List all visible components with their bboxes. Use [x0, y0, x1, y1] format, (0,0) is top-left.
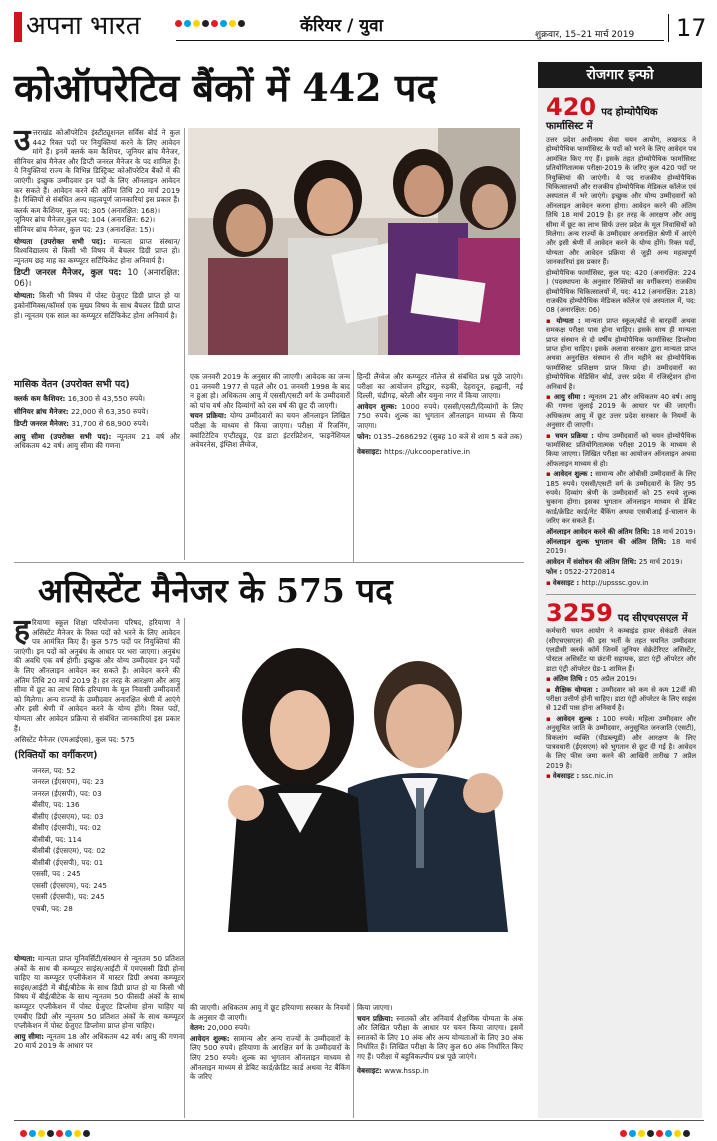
color-dots-top — [175, 12, 247, 31]
dgm-elig-label: योग्यता: — [14, 291, 36, 301]
salary-value-2: 31,700 से 68,900 रुपये। — [71, 419, 149, 429]
color-dot — [229, 20, 236, 27]
block1-item-label-4: ऑनलाइन आवेदन करने की अंतिम तिथि: — [546, 527, 650, 536]
block2-intro: कर्मचारी चयन आयोग ने कम्बाइंड हायर सेकंडरी लेवल (सीएचएसएल) की इस भर्ती के तहत चयनित उम्मीदवार एलडीसी क्लर्क कॉर्मे जिनमें जूनियर सेक्रेटेरिएट असिस्टेंट, पोस्टल असिस्टेंट या छंटनी सहायक, डाटा एंट्री ऑपरेटर और डाटा एंट्री ऑपरेटर ग्रेड-1 शामिल हैं। — [546, 627, 696, 673]
vacancy-item: बीसीए, पद: 136 — [32, 800, 80, 810]
col-rule-b2 — [353, 1003, 354, 1118]
block2-number: 3259 — [546, 599, 613, 628]
article1-col3 — [357, 372, 523, 458]
page-number: 17 — [676, 14, 707, 42]
issue-date: शुक्रवार, 15–21 मार्च 2019 — [535, 30, 635, 40]
article1-col3-text: हिन्दी लैंग्वेज और कम्प्यूटर नॉलेज से संबंधित प्रश्न पूछे जाएंगे। परीक्षा का आयोजन हरिद्वार, रुड़की, देहरादून, हल्द्वानी, नई दिल्ली, चंडीगढ़, बरेली और यमुना नगर में किया जाएगा। — [357, 372, 523, 401]
block1-item-label-3: आवेदन शुल्क : — [553, 470, 593, 479]
dgm-elig-text: किसी भी विषय में पोस्ट ग्रेजुएट डिग्री प्राप्त हो या इकोनॉमिक्स/कॉमर्स एक मुख्य विषय के साथ बैचलर डिग्री प्राप्त हो। न्यूनतम एक साल का कम्प्यूटर सर्टिफिकेट होना अनिवार्य है। — [14, 291, 180, 320]
block1-item-label-2: चयन प्रक्रिया : — [555, 431, 594, 440]
color-dot — [656, 1130, 663, 1137]
article2-col2 — [190, 1003, 350, 1083]
masthead-rule — [176, 40, 664, 41]
block1-item-label-0: योग्यता : — [556, 316, 581, 325]
block2-item-label-0: अंतिम तिथि : — [552, 675, 588, 684]
article2-col2-text: की जाएगी। अधिकतम आयु में छूट हरियाणा सरकार के नियमों के अनुसार दी जाएगी। — [190, 1003, 350, 1022]
phone-text: 0135–2686292 (सुबह 10 बजे से शाम 5 बजे तक) — [373, 431, 523, 441]
selection-text-2: स्नातकों और अनिवार्य शैक्षणिक योग्यता के अंक और लिखित परीक्षा के आधार पर चयन किया जाएगा। इसमें स्नातकों के लिए 10 अंक और अन्य योग्यताओं के लिए 30 अंक निर्धारित हैं। लिखित परीक्षा के लिए कुल 60 अंक निर्धारित किए गए हैं। परीक्षा में बहुविकल्पीय प्रश्न पूछे जाएंगे। — [357, 1013, 523, 1061]
color-dot — [65, 1130, 72, 1137]
photo-business-people — [188, 618, 520, 932]
color-dot — [38, 1130, 45, 1137]
block1-item-text-0: मान्यता प्राप्त स्कूल/बोर्ड से बारहवीं अथवा समकक्ष परीक्षा पास होना चाहिए। इसके साथ ही मान्यता प्राप्त संस्थान से दो वर्षीय होम्योपैथिक फार्मासिस्ट डिप्लोमा प्राप्त होना चाहिए। इसके अलावा सरकार द्वारा मान्यता प्राप्त अथवा अनुरक्षित संस्थान से तीन महीने का होम्योपैथिक फार्मासिस्ट प्रशिक्षण प्राप्त किया हो। उम्मीदवारों का होम्योपैथिक मेडिसिन बोर्ड, उत्तर प्रदेश में रजिस्ट्रेशन होना अनिवार्य है। — [546, 316, 696, 391]
selection-text: योग्य उम्मीदवारों का चयन ऑनलाइन लिखित परीक्षा के माध्यम से किया जाएगा। परीक्षा में रिजनिंग, क्वांटिटेटिव एप्टीट्यूड, एंड डाटा इंटरप्रिटेशन, फाइनेंशियल अवेयरनेस, इंग्लिश लैंग्वेज, — [190, 411, 350, 450]
color-dot — [620, 1130, 627, 1137]
color-dot — [629, 1130, 636, 1137]
sidebar-header: रोजगार इन्फो — [538, 62, 702, 88]
color-dot — [238, 20, 245, 27]
age-text: न्यूनतम 21 वर्ष और अधिकतम 42 वर्ष। आयु सीमा की गणना — [14, 431, 180, 451]
drop-cap: उ — [14, 123, 31, 158]
vacancy-item: एचबी, पद: 28 — [32, 903, 73, 913]
block1-item-text-3: सामान्य और ओबीसी उम्मीदवारों के लिए 185 रुपये। एससी/एसटी वर्ग के उम्मीदवारों के लिए 95 रुपये। दिव्यांग श्रेणी के उम्मीदवारों को 25 रुपये शुल्क चुकाना होगा। इसका भुगतान ऑनलाइन माध्यम से डेबिट कार्ड/क्रेडिट कार्ड/नेट बैंकिंग अथवा एसबीआई ई-चालान के जरिए कर सकते हैं। — [546, 470, 696, 526]
vacancy-item: बीसीबी (ईएसएम), पद: 02 — [32, 846, 106, 856]
article2-col3 — [357, 1003, 523, 1076]
fee-text: 1000 रुपये। एससी/एसटी/दिव्यांगों के लिए 750 रुपये। शुल्क का भुगतान ऑनलाइन माध्यम से किया जाएगा। — [357, 401, 523, 430]
masthead — [0, 0, 717, 44]
fee-label: आवेदन शुल्क: — [357, 401, 398, 411]
eligibility-text: मान्यता प्राप्त संस्थान/विश्वविद्यालय से किसी भी विषय में बैचलर डिग्री प्राप्त हो। न्यूनतम छह माह का कम्प्यूटर सर्टिफिकेट होना अनिवार्य है। — [14, 236, 180, 265]
color-dot — [647, 1130, 654, 1137]
article1-intro: त्तराखंड कोऑपरेटिव इंस्टीट्यूशनल सर्विस बोर्ड ने कुल 442 रिक्त पदों पर नियुक्तियां करने के लिए आवेदन मांगे हैं। इनमें क्लर्क कम कैशियर, जूनियर ब्रांच मैनेजर, सीनियर ब्रांच मैनेजर और डिप्टी जनरल मैनेजर के पद शामिल हैं। ये नियुक्तियां राज्य के विभिन्न डिस्ट्रिक्ट कोऑपरेटिव बैंकों में की जाएंगी। इच्छुक उम्मीदवार इन पदों के लिए ऑनलाइन आवेदन कर सकते हैं। आवेदन करने की अंतिम तिथि 20 मार्च 2019 है। रिक्तियों से संबंधित अन्य महत्वपूर्ण जानकारियां इस प्रकार हैं। — [14, 128, 180, 205]
block2-item-label-2: आवेदन शुल्क : — [556, 714, 599, 723]
block1-item-label-1: आयु सीमा : — [553, 392, 586, 401]
fee-label-2: आवेदन शुल्क: — [190, 1033, 230, 1043]
color-dot — [74, 1130, 81, 1137]
color-dot — [674, 1130, 681, 1137]
block1-item-text-6: 25 मार्च 2019। — [638, 557, 683, 566]
col-rule-a2 — [353, 370, 354, 562]
color-dot — [47, 1130, 54, 1137]
post-line: असिस्टेंट मैनेजर (एमआईएस), कुल पद: 575 — [14, 735, 135, 745]
block2-item-text-0: 05 अप्रैल 2019। — [589, 675, 637, 684]
color-dot — [193, 20, 200, 27]
color-dot — [665, 1130, 672, 1137]
article2-col3-text: किया जाएगा। — [357, 1003, 393, 1012]
headline-cooperative-banks: कोऑपरेटिव बैंकों में 442 पद — [14, 65, 437, 110]
masthead-red-bar — [14, 12, 22, 42]
vacancy-item: जनरल (ईएसएम), पद: 23 — [32, 777, 104, 787]
phone-label: फोन: — [357, 431, 372, 441]
block2-item-label-1: शैक्षिक योग्यता : — [554, 685, 599, 694]
headline-assistant-manager: असिस्टेंट मैनेजर के 575 पद — [38, 571, 393, 610]
article2-col1 — [14, 613, 180, 914]
selection-label-2: चयन प्रक्रिया: — [357, 1013, 394, 1023]
fee-text-2: सामान्य और अन्य राज्यों के उम्मीदवारों के लिए 500 रुपये। हरियाणा के आरक्षित वर्ग के उम्मीदवारों के लिए 250 रुपये। शुल्क का भुगतान ऑनलाइन माध्यम से ऑनलाइन माध्यम से डेबिट कार्ड/क्रेडिट कार्ड अथवा नेट बैंकिंग के जरिए — [190, 1033, 350, 1082]
vacancy-item: बीसीबी (ईएसपी), पद: 01 — [32, 857, 104, 867]
block2-item-text-1: उम्मीदवार को कम से कम 12वीं की परीक्षा उत्तीर्ण होनी चाहिए। डाटा एंट्री ऑपरेटर के लिए साइंस से 12वीं पास होना अनिवार्य है। — [546, 685, 696, 713]
salary-heading: मासिक वेतन (उपरोक्त सभी पद) — [14, 379, 130, 390]
block1-item-label-8: वेबसाइट : — [552, 578, 580, 587]
vacancy-item: जनरल (ईएसपी), पद: 03 — [32, 788, 102, 798]
elig-text: मान्यता प्राप्त यूनिवर्सिटी/संस्थान से न्यूनतम 50 प्रतिशत अंकों के साथ बी कम्प्यूटर साइंस/आईटी में एमएससी डिग्री होना चाहिए या कम्प्यूटर एप्लीकेशन में मास्टर डिग्री अथवा कम्प्यूटर साइंस/आईटी में बीई/बीटेक के साथ डिग्री प्राप्त हो या किसी भी विषय में बीई/बीटेक के साथ न्यूनतम 50 फीसदी अंकों के साथ कम्प्यूटर एप्लीकेशन में पोस्ट ग्रेजुएट डिप्लोमा होना चाहिए या एमबीए डिग्री और न्यूनतम 50 प्रतिशत अंकों के साथ कम्प्यूटर एप्लीकेशन में पोस्ट ग्रेजुएट डिप्लोमा प्राप्त होना चाहिए। — [14, 954, 184, 1031]
paper-name: अपना भारत — [26, 11, 141, 41]
color-dot — [20, 1130, 27, 1137]
photo-students — [188, 128, 520, 355]
block2-item-text-2: 100 रुपये। महिला उम्मीदवार और अनुसूचित जाति के उम्मीदवार, अनुसूचित जनजाति (एसटी), विकलांग व्यक्ति (पीडब्ल्यूडी) और आरक्षण के लिए पात्रवधारी (ईएसएम) को भुगतान से छूट दी गई है। आवेदन के लिए फीस जमा करने की आखिरी तारीख 7 अप्रैल 2019 है। — [546, 714, 696, 770]
color-dots-bottom-right — [620, 1122, 692, 1141]
vacancy-item: बीसीबी, पद: 114 — [32, 834, 82, 844]
post-line-2: सीनियर ब्रांच मैनेजर, कुल पद: 23 (अनारक्षित: 15)। — [14, 224, 155, 234]
footer-rule — [14, 1120, 704, 1121]
block1-item-text-7: 0522-2720814 — [564, 568, 615, 577]
age-label-2: आयु सीमा: — [14, 1031, 44, 1041]
vacancy-item: एससी (ईएसएम), पद: 245 — [32, 880, 107, 890]
vacancy-item: एससी, पद : 245 — [32, 869, 81, 879]
color-dot — [683, 1130, 690, 1137]
page-number-divider — [668, 14, 669, 42]
students-illustration — [188, 128, 520, 355]
age-text-2: न्यूनतम 18 और अधिकतम 42 वर्ष। आयु की गणना 20 मार्च 2019 के आधार पर — [14, 1031, 184, 1051]
color-dot — [83, 1130, 90, 1137]
vacancy-item: बीसीए (ईएसपी), पद: 02 — [32, 823, 102, 833]
drop-cap-2: ह — [14, 613, 30, 648]
block1-item-label-5: ऑनलाइन शुल्क भुगतान की अंतिम तिथि: — [546, 538, 667, 547]
color-dots-bottom-left — [20, 1122, 92, 1141]
block1-title-a: पद होम्योपैथिक — [601, 107, 658, 118]
col-rule-a1 — [184, 128, 185, 560]
vacancy-item: एससी (ईएसपी), पद: 245 — [32, 892, 105, 902]
article2-intro: रियाणा स्कूल शिक्षा परियोजना परिषद, हरियाणा ने असिस्टेंट मैनेजर के रिक्त पदों को भरने के लिए आवेदन पत्र आमंत्रित किए हैं। कुल 575 पदों पर नियुक्तियां की जाएंगी। इन पदों को अनुबंध के आधार पर भरा जाएगा। अनुबंध की अवधि एक वर्ष होगी। इच्छुक और योग्य उम्मीदवार इन पदों के लिए ऑनलाइन आवेदन कर सकते हैं। आवेदन करने की अंतिम तिथि 20 मार्च 2019 है। हर तरह के आरक्षण और आयु सीमा में छूट का लाभ सिर्फ हरियाणा के मूल निवासी उम्मीदवारों को मिलेगा। अन्य राज्यों के उम्मीदवार अनारक्षित श्रेणी में आएंगे और इसी श्रेणी में आवेदन करने के योग्य होंगे। रिक्त पदों, योग्यता और आवेदन प्रक्रिया से संबंधित जानकारियां इस प्रकार हैं। — [14, 618, 180, 733]
salary-label-2: वेतन: — [190, 1023, 205, 1033]
website-label-2: वेबसाइट: — [357, 1065, 382, 1075]
salary-label-0: क्लर्क कम कैशियर: — [14, 394, 66, 403]
block1-title-b: फार्मासिस्ट में — [546, 121, 593, 132]
website-label: वेबसाइट: — [357, 447, 382, 457]
salary-value-0: 16,300 से 43,550 रुपये। — [67, 394, 145, 403]
color-dot — [202, 20, 209, 27]
color-dot — [220, 20, 227, 27]
business-people-illustration — [188, 618, 520, 932]
col-rule-b1 — [184, 618, 185, 1118]
block1-intro: उत्तर प्रदेश अधीनस्थ सेवा चयन आयोग, लखनऊ ने होम्योपैथिक फार्मासिस्ट के पदों को भरने के लिए आवेदन पत्र आमंत्रित किए गए हैं। इसके तहत होम्योपैथिक फार्मासिस्ट प्रतियोगितात्मक परीक्षा-2019 के जरिए कुल 420 पदों पर नियुक्तियां की जाएंगी। ये पद राजकीय होम्योपैथिक चिकित्सालयों और राजकीय होम्योपैथिक मेडिकल कॉलेज एवं अस्पताल में भरे जाएंगे। इच्छुक और योग्य उम्मीदवारों को ऑनलाइन आवेदन करना होगा। आवेदन करने की अंतिम तिथि 18 मार्च 2019 है। हर तरह के आरक्षण और आयु सीमा में छूट का लाभ सिर्फ उत्तर प्रदेश के मूल निवासियों को मिलेगा। अन्य राज्यों के उम्मीदवार अनारक्षित श्रेणी में आएंगे और इसी श्रेणी में आवेदन करने के योग्य होंगे। रिक्त पदों, योग्यता और आवेदन प्रक्रिया से जुड़ी अन्य महत्वपूर्ण जानकारियां इस प्रकार हैं। — [546, 136, 696, 267]
article1-col1 — [14, 123, 180, 321]
block1-item-text-4: 18 मार्च 2019। — [651, 527, 696, 536]
block1-item-text-5: 18 मार्च 2019। — [546, 538, 696, 556]
elig-label: योग्यता: — [14, 954, 36, 963]
block1-posts: होम्योपैथिक फार्मासिस्ट, कुल पद: 420 (अनारक्षित: 224 ) (पदस्थापना के अनुसार रिक्तियों का वर्गीकरण) राजकीय होम्योपैथिक चिकित्सालयों में, पद: 412 (अनारक्षित: 218) राजकीय होम्योपैथिक मेडिकल कॉलेज एवं अस्पताल में, पद: 08 (अनारक्षित: 06) — [546, 268, 696, 315]
color-dot — [29, 1130, 36, 1137]
salary-value-1: 22,000 से 63,350 रुपये। — [70, 406, 149, 416]
vacancy-item: बीसीए (ईएसएम), पद: 03 — [32, 811, 104, 821]
block1-item-label-6: आवेदन में संशोधन की अंतिम तिथि: — [546, 557, 637, 566]
post-line-0: क्लर्क कम कैशियर, कुल पद: 305 (अनारक्षित: 168)। — [14, 205, 161, 215]
website-text: https://ukcooperative.in — [384, 447, 471, 457]
color-dot — [175, 20, 182, 27]
article-separator — [14, 562, 524, 563]
block1-number: 420 — [546, 93, 597, 121]
block2-item-text-3: ssc.nic.in — [581, 772, 614, 781]
post-line-1: जूनियर ब्रांच मैनेजर,कुल पद: 104 (अनारक्षित: 62)। — [14, 215, 156, 225]
dgm-value: 10 (अनारक्षित: 06)। — [14, 268, 180, 290]
color-dot — [638, 1130, 645, 1137]
dgm-label: डिप्टी जनरल मैनेजर, कुल पद: — [14, 268, 122, 279]
salary-label-1: सीनियर ब्रांच मैनेजर: — [14, 406, 69, 416]
vacancy-item: जनरल, पद: 52 — [32, 765, 76, 775]
block1-item-label-7: फोन : — [546, 568, 563, 577]
vacancy-list — [14, 765, 180, 915]
article1-salary — [14, 378, 180, 452]
website-text-2: www.hssp.in — [384, 1065, 429, 1075]
selection-label: चयन प्रक्रिया: — [190, 411, 227, 421]
age-label: आयु सीमा (उपरोक्त सभी पद): — [14, 431, 112, 441]
salary-label-2: डिप्टी जनरल मैनेजर: — [14, 419, 70, 429]
color-dot — [211, 20, 218, 27]
block1-item-text-8: http://upsssc.gov.in — [581, 578, 649, 587]
article2-elig-age — [14, 954, 184, 1052]
block1-item-text-1: न्यूनतम 21 और अधिकतम 40 वर्ष। आयु की गणना जुलाई 2019 के आधार पर की जाएगी। अधिकतम आयु में छूट उत्तर प्रदेश सरकार के नियमों के अनुसार दी जाएगी। — [546, 392, 696, 430]
vacancy-heading: (रिक्तियों का वर्गीकरण) — [14, 749, 98, 761]
block1-item-text-2: योग्य उम्मीदवारों को चयन होम्योपैथिक फार्मासिस्ट प्रतियोगितात्मक परीक्षा 2019 के माध्यम से किया जाएगा। लिखित परीक्षा का आयोजन ऑनलाइन अथवा ऑफलाइन माध्यम से हो। — [546, 431, 696, 468]
article1-col2 — [190, 372, 350, 451]
article1-col2-text: एक जनवरी 2019 के अनुसार की जाएगी। आवेदक का जन्म 01 जनवरी 1977 से पहले और 01 जनवरी 1998 के बाद न हुआ हो। अधिकतम आयु में एससी/एसटी वर्ग के उम्मीदवारों को पांच वर्ष और दिव्यांगों को दस वर्ष की छूट दी जाएगी। — [190, 372, 350, 410]
sidebar: रोजगार इन्फो 420 पद होम्योपैथिक फार्मासिस्ट में उत्तर प्रदेश अधीनस्थ सेवा चयन आयोग, लखनऊ ने होम्योपैथिक फार्मासिस्ट के पदों को भरने के लिए आवेदन पत्र आमंत्रित किए गए हैं। इसके तहत होम्योपैथिक फार्मासिस्ट प्रतियोगितात्मक परीक्षा-2019 के जरिए कुल 420 पदों पर नियुक्तियां की जाएंगी। ये पद राजकीय होम्योपैथिक चिकित्सालयों और राजकीय होम्योपैथिक मेडिकल कॉलेज एवं अस्पताल में भरे जाएंगे। इच्छुक और योग्य उम्मीदवारों को ऑनलाइन आवेदन करना होगा। आवेदन करने की अंतिम तिथि 18 मार्च 2019 है। हर तरह के आरक्षण और आयु सीमा में छूट का लाभ सिर्फ उत्तर प्रदेश के मूल निवासियों को मिलेगा। अन्य राज्यों के उम्मीदवार अनारक्षित श्रेणी में आएंगे और इसी श्रेणी में आवेदन करने के योग्य होंगे। रिक्त पदों, योग्यता और आवेदन प्रक्रिया से जुड़ी अन्य महत्वपूर्ण जानकारियां इस प्रकार हैं। होम्योपैथिक फार्मासिस्ट, कुल पद: 420 (अनारक्षित: 224 ) (पदस्थापना के अनुसार रिक्तियों का वर्गीकरण) राजकीय होम्योपैथिक चिकित्सालयों में, पद: 412 (अनारक्षित: 218) राजकीय होम्योपैथिक मेडिकल कॉलेज एवं अस्पताल में, पद: 08 (अनारक्षित: 06) ▪ योग्यता : मान्यता प्राप्त स्कूल/बोर्ड से बारहवीं अथवा समकक्ष परीक्षा पास होना चाहिए। इसके साथ ही मान्यता प्राप्त संस्थान से दो वर्षीय होम्योपैथिक फार्मासिस्ट डिप्लोमा प्राप्त होना चाहिए। इसके अलावा सरकार द्वारा मान्यता प्राप्त अथवा अनुरक्षित संस्थान से तीन महीने का होम्योपैथिक फार्मासिस्ट प्रशिक्षण प्राप्त किया हो। उम्मीदवारों का होम्योपैथिक मेडिसिन बोर्ड, उत्तर प्रदेश में रजिस्ट्रेशन होना अनिवार्य है। ▪ आयु सीमा : न्यूनतम 21 और अधिकतम 40 वर्ष। आयु की गणना जुलाई 2019 के आधार पर की जाएगी। अधिकतम आयु में छूट उत्तर प्रदेश सरकार के नियमों के अनुसार दी जाएगी। ▪ चयन प्रक्रिया : योग्य उम्मीदवारों को चयन होम्योपैथिक फार्मासिस्ट प्रतियोगितात्मक परीक्षा 2019 के माध्यम से किया जाएगा। लिखित परीक्षा का आयोजन ऑनलाइन अथवा ऑफलाइन माध्यम से हो। ▪ आवेदन शुल्क : सामान्य और ओबीसी उम्मीदवारों के लिए 185 रुपये। एससी/एसटी वर्ग के उम्मीदवारों के लिए 95 रुपये। दिव्यांग श्रेणी के उम्मीदवारों को 25 रुपये शुल्क चुकाना होगा। इसका भुगतान ऑनलाइन माध्यम से डेबिट कार्ड/क्रेडिट कार्ड/नेट बैंकिंग अथवा एसबीआई ई-चालान के जरिए कर सकते हैं। ऑनलाइन आवेदन करने की अंतिम तिथि: 18 मार्च 2019। ऑनलाइन शुल्क भुगतान की अंतिम तिथि: 18 मार्च 2019। आवेदन में संशोधन की अंतिम तिथि: 25 मार्च 2019। फोन : 0522-2720814 ▪ वेबसाइट : http://upsssc.gov.in 3259 पद सीएचएसएल में कर्मचारी चयन आयोग ने कम्बाइंड हायर सेकंडरी लेवल (सीएचएसएल) की इस भर्ती के तहत चयनित उम्मीदवार एलडीसी क्लर्क कॉर्मे जिनमें जूनियर सेक्रेटेरिएट असिस्टेंट, पोस्टल असिस्टेंट या छंटनी सहायक, डाटा एंट्री ऑपरेटर और डाटा एंट्री ऑपरेटर ग्रेड-1 शामिल हैं। ▪ अंतिम तिथि : 05 अप्रैल 2019। ▪ शैक्षिक योग्यता : उम्मीदवार को कम से कम 12वीं की परीक्षा उत्तीर्ण होनी चाहिए। डाटा एंट्री ऑपरेटर के लिए साइंस से 12वीं पास होना अनिवार्य है। ▪ आवेदन शुल्क : 100 रुपये। महिला उम्मीदवार और अनुसूचित जाति के उम्मीदवार, अनुसूचित जनजाति (एसटी), विकलांग व्यक्ति (पीडब्ल्यूडी) और आरक्षण के लिए पात्रवधारी (ईएसएम) को भुगतान से छूट दी गई है। आवेदन के लिए फीस जमा करने की आखिरी तारीख 7 अप्रैल 2019 है। ▪ वेबसाइट : ssc.nic.in — [538, 62, 702, 1118]
block2-title: पद सीएचएसएल में — [617, 613, 688, 625]
section-title: कॅरियर / युवा — [300, 16, 383, 36]
color-dot — [56, 1130, 63, 1137]
salary-text-2: 20,000 रुपये। — [207, 1023, 250, 1033]
color-dot — [184, 20, 191, 27]
block2-item-label-3: वेबसाइट : — [552, 772, 580, 781]
eligibility-label: योग्यता (उपरोक्त सभी पद): — [14, 236, 106, 246]
